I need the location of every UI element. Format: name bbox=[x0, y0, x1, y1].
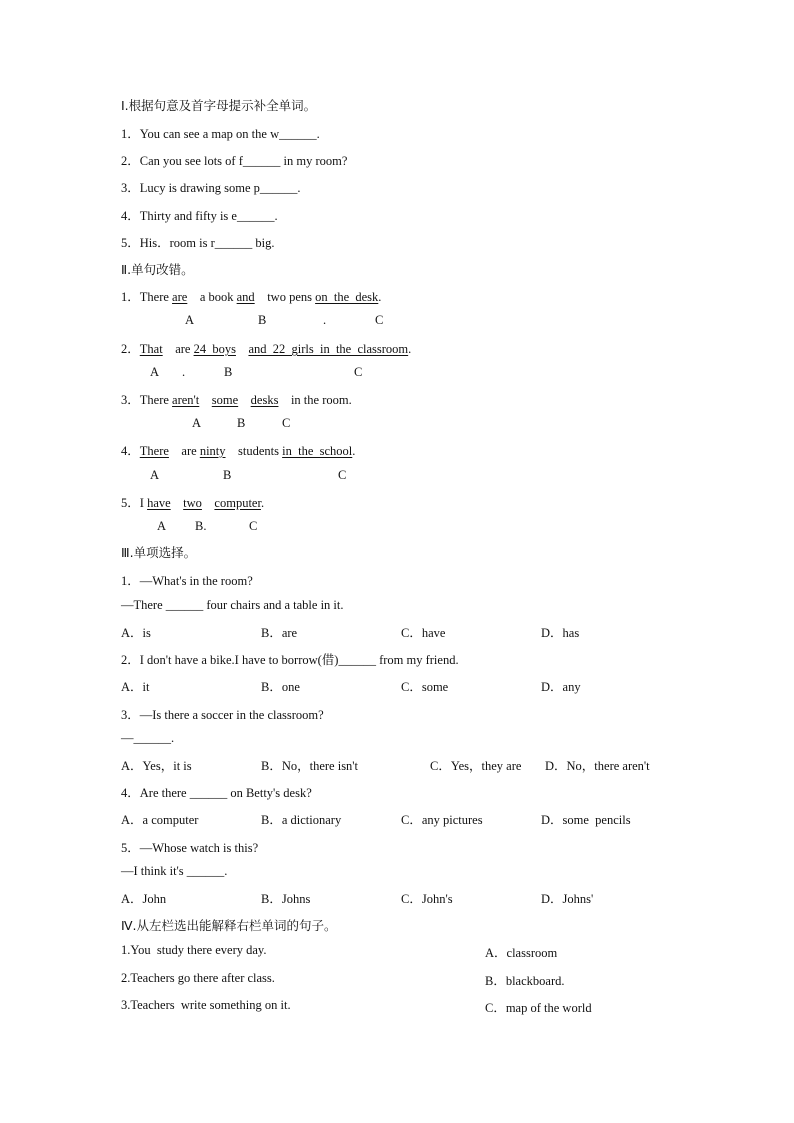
choice-c[interactable]: C．Yes，they are bbox=[430, 759, 522, 773]
answer-blank[interactable]: e______ bbox=[231, 209, 275, 223]
section-1-title: Ⅰ.根据句意及首字母提示补全单词。 bbox=[121, 98, 317, 113]
option-label-c: C bbox=[249, 519, 258, 533]
option-label-b: B. bbox=[195, 519, 207, 533]
choice-a[interactable]: A．it bbox=[121, 680, 150, 694]
option-label-b: B bbox=[224, 365, 233, 379]
s2-question-5: 5．I have two computer. bbox=[121, 496, 265, 510]
answer-blank[interactable]: w______ bbox=[270, 127, 317, 141]
option-label-a: A bbox=[192, 416, 202, 430]
s3-question-2-stem: 2．I don't have a bike.I have to borrow(借)______ from my friend. bbox=[121, 653, 459, 667]
option-label-b: B bbox=[237, 416, 246, 430]
option-label-a: A bbox=[157, 519, 167, 533]
answer-blank[interactable]: p______ bbox=[253, 181, 298, 195]
choice-b[interactable]: B．a dictionary bbox=[261, 813, 342, 827]
s1-question-2: 2．Can you see lots of f______ in my room? bbox=[121, 154, 348, 168]
choice-c[interactable]: C．any pictures bbox=[401, 813, 483, 827]
match-left-item: 2.Teachers go there after class. bbox=[121, 971, 275, 985]
s1-question-1: 1．You can see a map on the w______. bbox=[121, 127, 320, 141]
choice-b[interactable]: B．Johns bbox=[261, 892, 311, 906]
s3-question-5-stem: 5．—Whose watch is this? bbox=[121, 841, 259, 855]
option-label-a: A bbox=[150, 468, 160, 482]
s2-question-3: 3．There aren't some desks in the room. bbox=[121, 393, 352, 407]
answer-blank[interactable]: r______ bbox=[210, 236, 253, 250]
s3-question-3-line-2: —______. bbox=[121, 731, 175, 745]
choice-a[interactable]: A．John bbox=[121, 892, 167, 906]
match-left-item: 3.Teachers write something on it. bbox=[121, 998, 291, 1012]
s1-question-5: 5．His．room is r______ big. bbox=[121, 236, 275, 250]
choice-b[interactable]: B．are bbox=[261, 626, 298, 640]
choice-d[interactable]: D．has bbox=[541, 626, 580, 640]
option-label-c: C bbox=[282, 416, 291, 430]
match-right-item: A．classroom bbox=[485, 946, 558, 960]
option-label-a: A bbox=[150, 365, 160, 379]
option-label-b: B bbox=[258, 313, 267, 327]
choice-b[interactable]: B．No，there isn't bbox=[261, 759, 359, 773]
choice-c[interactable]: C．John's bbox=[401, 892, 453, 906]
s3-question-1-stem: 1．—What's in the room? bbox=[121, 574, 253, 588]
s1-question-3: 3．Lucy is drawing some p______. bbox=[121, 181, 301, 195]
s3-question-3-stem: 3．—Is there a soccer in the classroom? bbox=[121, 708, 324, 722]
option-label-c: C bbox=[375, 313, 384, 327]
choice-a[interactable]: A．Yes，it is bbox=[121, 759, 192, 773]
match-right-item: B．blackboard. bbox=[485, 974, 565, 988]
section-2-title: Ⅱ.单句改错。 bbox=[121, 262, 194, 277]
s2-question-4: 4．There are ninty students in the school. bbox=[121, 444, 356, 458]
choice-d[interactable]: D．any bbox=[541, 680, 581, 694]
option-label-a: A bbox=[185, 313, 195, 327]
choice-a[interactable]: A．a computer bbox=[121, 813, 199, 827]
match-right-item: C．map of the world bbox=[485, 1001, 592, 1015]
choice-c[interactable]: C．some bbox=[401, 680, 449, 694]
choice-d[interactable]: D．Johns' bbox=[541, 892, 594, 906]
choice-a[interactable]: A．is bbox=[121, 626, 151, 640]
s2-question-1: 1．There are a book and two pens on the desk. bbox=[121, 290, 382, 304]
stray-dot: . bbox=[323, 313, 327, 327]
option-label-c: C bbox=[354, 365, 363, 379]
choice-d[interactable]: D．No，there aren't bbox=[545, 759, 650, 773]
s2-question-2: 2．That are 24 boys and 22 girls in the classroom. bbox=[121, 342, 412, 356]
choice-d[interactable]: D．some pencils bbox=[541, 813, 631, 827]
section-4-title: Ⅳ.从左栏选出能解释右栏单词的句子。 bbox=[121, 918, 337, 933]
option-label-c: C bbox=[338, 468, 347, 482]
choice-c[interactable]: C．have bbox=[401, 626, 446, 640]
match-left-item: 1.You study there every day. bbox=[121, 943, 267, 957]
s1-question-4: 4．Thirty and fifty is e______. bbox=[121, 209, 278, 223]
s3-question-4-stem: 4．Are there ______ on Betty's desk? bbox=[121, 786, 312, 800]
stray-dot: . bbox=[182, 365, 186, 379]
s3-question-1-line-2: —There ______ four chairs and a table in it. bbox=[121, 598, 344, 612]
answer-blank[interactable]: f______ bbox=[238, 154, 281, 168]
s3-question-5-line-2: —I think it's ______. bbox=[121, 864, 228, 878]
choice-b[interactable]: B．one bbox=[261, 680, 300, 694]
option-label-b: B bbox=[223, 468, 232, 482]
section-3-title: Ⅲ.单项选择。 bbox=[121, 545, 197, 560]
